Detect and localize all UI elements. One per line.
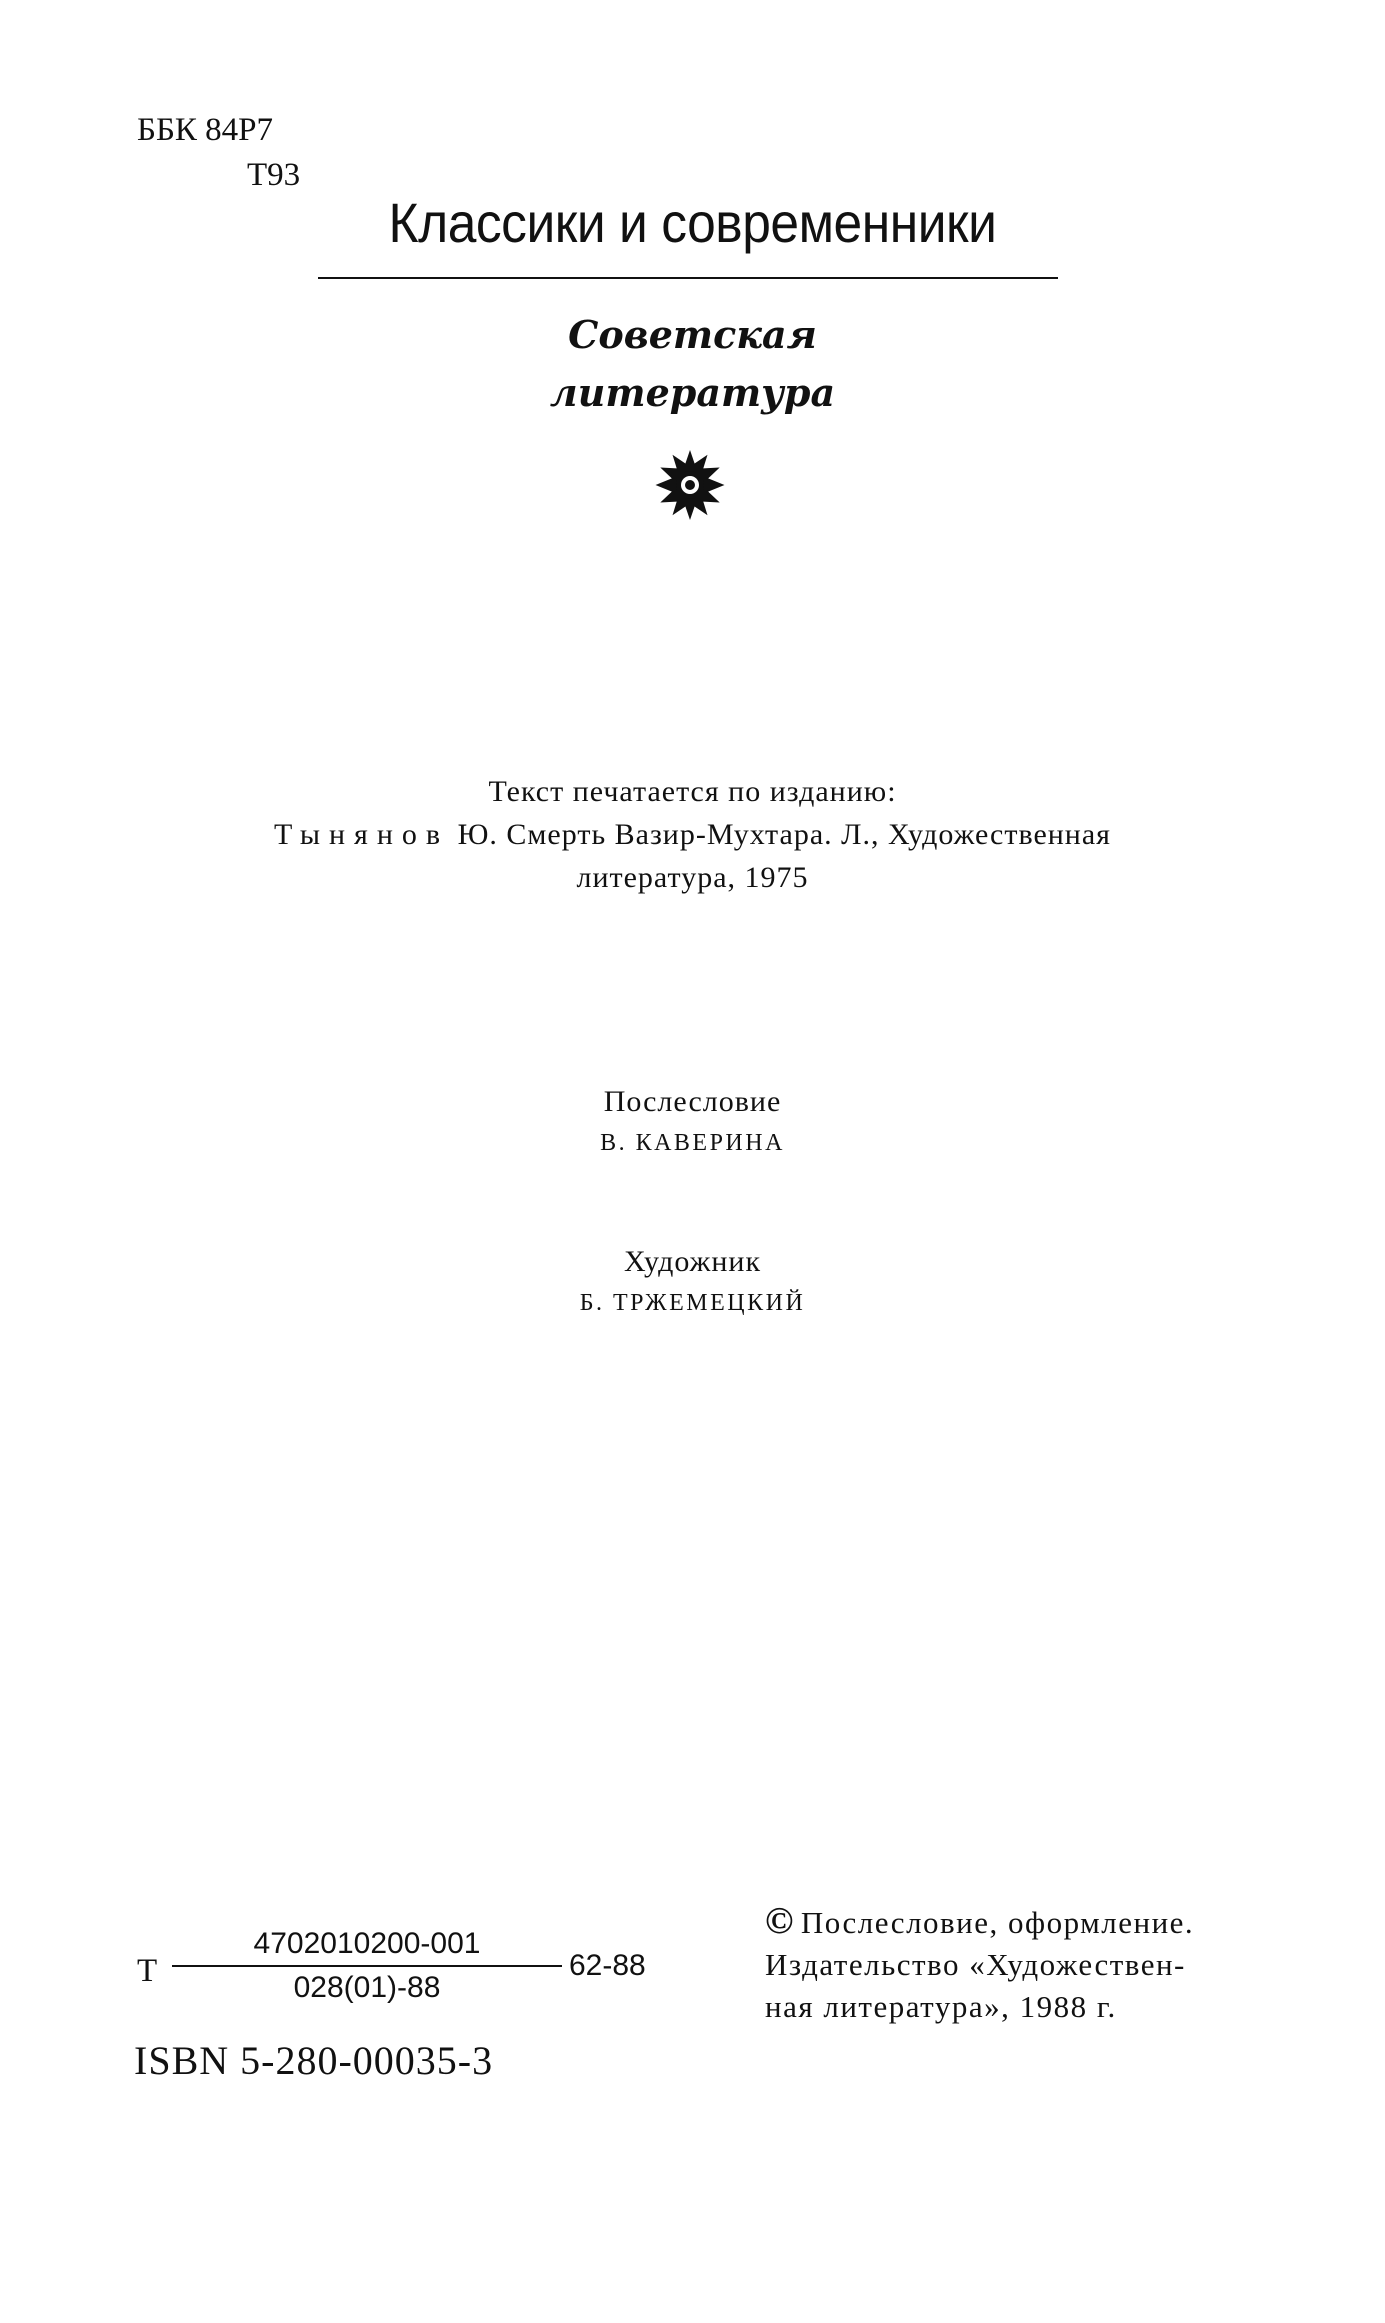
- copyright-notice: [765, 1900, 1194, 2028]
- isbn: ISBN 5-280-00035-3: [134, 2038, 494, 2083]
- copyright-line-2: Издательство «Художествен-: [765, 1947, 1186, 1982]
- afterword-label: Послесловие: [603, 1085, 782, 1118]
- catalog-suffix: 62-88: [569, 1949, 646, 1982]
- title-divider: [318, 277, 1058, 279]
- subseries-title: [0, 306, 1385, 422]
- copyright-line-3: ная литература», 1988 г.: [765, 1989, 1117, 2024]
- afterword-author: В. КАВЕРИНА: [600, 1130, 785, 1156]
- bbk-code: ББК 84Р7: [137, 112, 274, 148]
- sun-emblem-icon: [655, 450, 725, 520]
- artist-name: Б. ТРЖЕМЕЦКИЙ: [579, 1290, 806, 1316]
- author-mark: Т93: [247, 157, 301, 193]
- copyright-text-1: Послесловие, оформление.: [800, 1905, 1195, 1940]
- subseries-line-2: литература: [549, 370, 836, 415]
- catalog-fraction: [172, 1925, 562, 2007]
- catalog-numerator: 4702010200-001: [253, 1927, 481, 1960]
- subseries-line-1: Советская: [568, 312, 817, 357]
- source-work: Ю. Смерть Вазир-Мухтара. Л., Художественная: [457, 818, 1111, 851]
- catalog-letter: Т: [137, 1953, 158, 1989]
- source-edition-note: [0, 770, 1385, 899]
- source-intro: Текст печатается по изданию:: [488, 775, 897, 808]
- artist-label: Художник: [623, 1245, 762, 1278]
- catalog-denominator: 028(01)-88: [293, 1971, 441, 2004]
- copyright-symbol: ©: [765, 1900, 795, 1942]
- fraction-bar: [172, 1965, 562, 1967]
- afterword-credit: [0, 1080, 1385, 1162]
- artist-credit: [0, 1240, 1385, 1322]
- copyright-line-1: [765, 1900, 1194, 1944]
- source-author: Тынянов: [274, 818, 450, 851]
- source-publisher-year: литература, 1975: [576, 861, 809, 894]
- series-title: Классики и современники: [388, 191, 997, 254]
- source-citation: [0, 813, 1385, 856]
- bbk-classification: [137, 108, 300, 198]
